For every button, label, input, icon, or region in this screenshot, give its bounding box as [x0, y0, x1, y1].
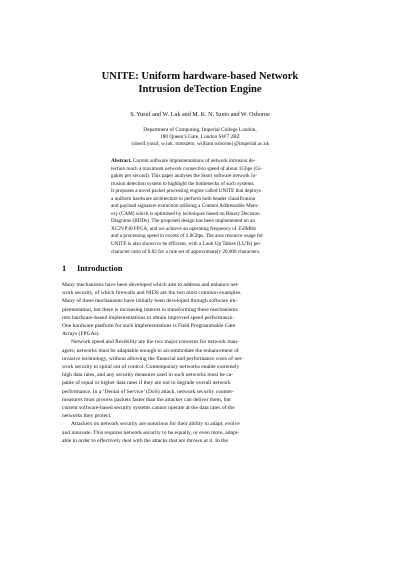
- body-line: Attackers on network security are notorious for their ability to adapt, evolve: [71, 421, 240, 428]
- abstract-text: Current software implementations of network intrusion de-: [132, 158, 256, 164]
- section-number: 1: [62, 264, 67, 273]
- affiliation-line: Department of Computing, Imperial College London,: [143, 127, 257, 133]
- body-line: Arrays (FPGAs).: [62, 331, 100, 338]
- abstract-line: trusion detection system to highlight the bottlenecks of such systems.: [111, 180, 255, 187]
- body-line: pable of equal or higher data rates if they are not to degrade overall network: [62, 380, 231, 387]
- body-line: into hardware-based implementations to obtain improved speed performance.: [62, 314, 234, 321]
- paragraph: [62, 281, 340, 338]
- body-line: plementation, but there is increasing interest in transforming these mechanisms: [62, 306, 238, 313]
- body-line: work security to spiral out of control. Contemporary networks enable extremely: [62, 364, 240, 371]
- body-line: high data rates, and any security measures used in such networks must be ca-: [62, 372, 233, 379]
- body-line: One hardware platform for such implementations is Field Programmable Gate: [62, 323, 236, 330]
- section-title: Introduction: [77, 264, 123, 273]
- abstract-line: Diagrams (BDDs). The proposed design has been implemented on an: [111, 218, 255, 225]
- body-line: able in order to effectively deal with the attacks that are thrown at it. In the: [62, 437, 228, 444]
- abstract-line: ory (CAM) which is optimised by techniques based on Binary Decision: [111, 210, 260, 217]
- body-line: Network speed and flexibility are the two major concerns for network man-: [71, 339, 239, 346]
- body-line: networks they protect.: [62, 413, 112, 420]
- abstract-line: and a processing speed in excess of 2.8Gbps. The area resource usage for: [111, 233, 264, 240]
- body-line: current software-based security systems cannot operate at the data rates of the: [62, 405, 235, 412]
- paragraph: [62, 420, 340, 445]
- abstract: [111, 158, 291, 256]
- abstract-line: tection reach a maximum network connection speed of about 1Gbps (Gi-: [111, 165, 263, 172]
- abstract-label: Abstract.: [111, 158, 132, 164]
- section-body: [62, 281, 340, 445]
- abstract-line: [111, 158, 291, 166]
- title-line-2: Intrusion deTection Engine: [138, 84, 262, 95]
- abstract-line: gabits per second). This paper analyses the Snort software network in-: [111, 173, 257, 180]
- section-heading: [62, 264, 122, 274]
- affiliation-line: {sherif.yusuf, w.luk, mmszeto, william.osborne}@imperial.ac.uk: [130, 141, 270, 147]
- body-line: invasive technology, without allowing the financial and performance costs of net-: [62, 355, 243, 362]
- abstract-line: a uniform hardware architecture to perform both header classification: [111, 195, 256, 202]
- body-line: agers; networks must be adaptable enough to accommodate the enhancement of: [62, 347, 239, 354]
- abstract-line: It proposes a novel packet processing engine called UNITE that deploys: [111, 188, 261, 195]
- paper-title: [60, 70, 340, 96]
- body-line: Many mechanisms have been developed which aim to address and enhance net-: [62, 282, 239, 288]
- body-line: work security, of which firewalls and NIDS are the two most common examples.: [62, 290, 242, 297]
- abstract-line: and payload signature extraction utilising a Content Addressable Mem-: [111, 203, 259, 210]
- abstract-line: XC2VP30 FPGA, and we achieve an operating frequency of 350MHz: [111, 225, 257, 232]
- body-line: measures must process packets faster than the attacker can deliver them, but: [62, 396, 231, 403]
- abstract-line: UNITE is also shown to be efficient, with a Look Up Tables (LUTs) per: [111, 241, 261, 248]
- body-line: and innovate. This requires network security to be equally, or even more, adapt-: [62, 429, 240, 436]
- abstract-line: character ratio of 0.82 for a rule set of approximately 20,000 characters.: [111, 248, 261, 255]
- body-line: performance. In a ‘Denial of Service’ (DoS) attack, network security counter-: [62, 388, 234, 395]
- body-line: Many of these mechanisms have initially been developed through software im-: [62, 298, 238, 305]
- affiliation-block: [60, 127, 340, 148]
- paragraph: [62, 338, 340, 420]
- affiliation-line: 180 Queen’s Gate, London SW7 2BZ: [160, 134, 240, 140]
- title-line-1: UNITE: Uniform hardware-based Network: [101, 71, 299, 82]
- author-list: S. Yusuf and W. Luk and M. K. N. Szeto and W. Osborne: [130, 112, 270, 118]
